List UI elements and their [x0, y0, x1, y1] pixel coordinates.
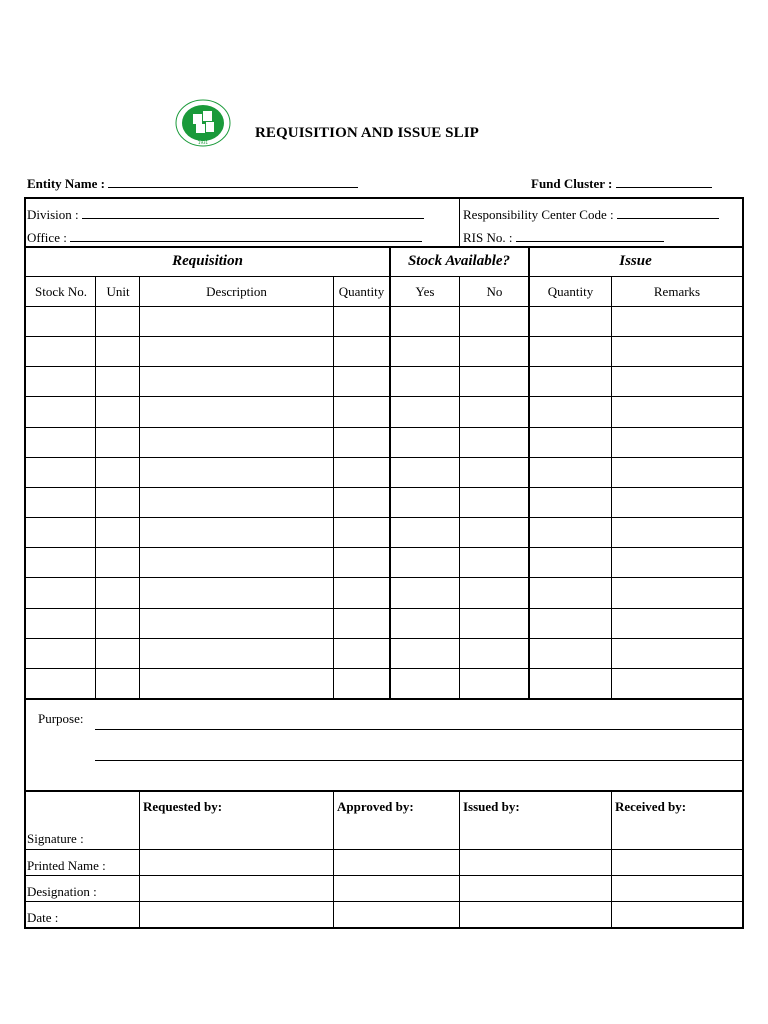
ris-no-label: RIS No. :	[463, 230, 513, 245]
division-line	[82, 206, 424, 219]
col-remarks: Remarks	[653, 284, 701, 299]
remarks-cell[interactable]	[612, 337, 742, 366]
ris-no-field[interactable]	[463, 229, 664, 246]
stock-no-cell[interactable]	[26, 458, 95, 487]
issue-quantity-cell[interactable]	[530, 367, 611, 396]
no-cell[interactable]	[460, 639, 528, 668]
remarks-cell[interactable]	[612, 488, 742, 517]
description-cell[interactable]	[140, 609, 333, 638]
approved-by-printed-name[interactable]	[334, 850, 459, 875]
fund-cluster-label: Fund Cluster :	[531, 176, 613, 191]
no-cell[interactable]	[460, 518, 528, 547]
unit-cell[interactable]	[96, 367, 139, 396]
quantity-cell[interactable]	[334, 307, 389, 336]
issue-quantity-cell[interactable]	[530, 578, 611, 607]
issue-quantity-cell[interactable]	[530, 488, 611, 517]
remarks-cell[interactable]	[612, 307, 742, 336]
yes-cell[interactable]	[391, 397, 459, 426]
yes-cell[interactable]	[391, 609, 459, 638]
division-field[interactable]	[27, 206, 424, 223]
yes-cell[interactable]	[391, 578, 459, 607]
stock-no-cell[interactable]	[26, 307, 95, 336]
unit-cell[interactable]	[96, 428, 139, 457]
printed-name-label: Printed Name :	[27, 858, 106, 873]
ris-no-line	[516, 229, 664, 242]
issue-header: Issue	[619, 253, 652, 269]
office-line	[70, 229, 422, 242]
issue-quantity-cell[interactable]	[530, 518, 611, 547]
stock-no-cell[interactable]	[26, 488, 95, 517]
requested-by-label: Requested by:	[143, 799, 223, 814]
yes-cell[interactable]	[391, 367, 459, 396]
stock-no-cell[interactable]	[26, 578, 95, 607]
quantity-cell[interactable]	[334, 367, 389, 396]
description-cell[interactable]	[140, 458, 333, 487]
issue-quantity-cell[interactable]	[530, 458, 611, 487]
no-cell[interactable]	[460, 488, 528, 517]
requested-by-printed-name[interactable]	[140, 850, 333, 875]
unit-cell[interactable]	[96, 548, 139, 577]
unit-cell[interactable]	[96, 337, 139, 366]
remarks-cell[interactable]	[612, 428, 742, 457]
quantity-cell[interactable]	[334, 518, 389, 547]
quantity-cell[interactable]	[334, 337, 389, 366]
description-cell[interactable]	[140, 307, 333, 336]
yes-cell[interactable]	[391, 488, 459, 517]
unit-cell[interactable]	[96, 397, 139, 426]
description-cell[interactable]	[140, 639, 333, 668]
agency-seal-logo	[174, 98, 232, 148]
stock-no-cell[interactable]	[26, 609, 95, 638]
description-cell[interactable]	[140, 669, 333, 698]
purpose-label: Purpose:	[38, 711, 84, 726]
no-cell[interactable]	[460, 578, 528, 607]
remarks-cell[interactable]	[612, 639, 742, 668]
description-cell[interactable]	[140, 548, 333, 577]
fund-cluster-line	[616, 175, 712, 188]
date-label: Date :	[27, 910, 59, 925]
received-by-printed-name[interactable]	[612, 850, 742, 875]
remarks-cell[interactable]	[612, 578, 742, 607]
quantity-cell[interactable]	[334, 428, 389, 457]
issue-quantity-cell[interactable]	[530, 548, 611, 577]
remarks-cell[interactable]	[612, 458, 742, 487]
col-stock-no: Stock No.	[35, 284, 87, 299]
yes-cell[interactable]	[391, 518, 459, 547]
received-by-label: Received by:	[615, 799, 687, 814]
quantity-cell[interactable]	[334, 488, 389, 517]
office-field[interactable]	[27, 229, 422, 246]
unit-cell[interactable]	[96, 458, 139, 487]
no-cell[interactable]	[460, 428, 528, 457]
unit-cell[interactable]	[96, 609, 139, 638]
description-cell[interactable]	[140, 337, 333, 366]
no-cell[interactable]	[460, 307, 528, 336]
issue-quantity-cell[interactable]	[530, 609, 611, 638]
unit-cell[interactable]	[96, 518, 139, 547]
unit-cell[interactable]	[96, 488, 139, 517]
issue-quantity-cell[interactable]	[530, 428, 611, 457]
purpose-line-2[interactable]	[95, 760, 742, 761]
no-cell[interactable]	[460, 548, 528, 577]
signature-label: Signature :	[27, 831, 84, 846]
yes-cell[interactable]	[391, 307, 459, 336]
unit-cell[interactable]	[96, 669, 139, 698]
stock-no-cell[interactable]	[26, 337, 95, 366]
yes-cell[interactable]	[391, 428, 459, 457]
no-cell[interactable]	[460, 669, 528, 698]
quantity-cell[interactable]	[334, 639, 389, 668]
responsibility-center-label: Responsibility Center Code :	[463, 207, 614, 222]
no-cell[interactable]	[460, 367, 528, 396]
stock-no-cell[interactable]	[26, 518, 95, 547]
no-cell[interactable]	[460, 397, 528, 426]
no-cell[interactable]	[460, 458, 528, 487]
issue-quantity-cell[interactable]	[530, 307, 611, 336]
col-unit: Unit	[106, 284, 130, 299]
remarks-cell[interactable]	[612, 367, 742, 396]
division-label: Division :	[27, 207, 79, 222]
entity-name-field[interactable]	[27, 175, 358, 192]
responsibility-center-line	[617, 206, 719, 219]
stock-no-cell[interactable]	[26, 639, 95, 668]
quantity-cell[interactable]	[334, 609, 389, 638]
entity-name-line	[108, 175, 358, 188]
col-quantity-issue: Quantity	[547, 284, 594, 299]
issued-by-printed-name[interactable]	[460, 850, 611, 875]
description-cell[interactable]	[140, 488, 333, 517]
issue-quantity-cell[interactable]	[530, 337, 611, 366]
quantity-cell[interactable]	[334, 458, 389, 487]
quantity-cell[interactable]	[334, 669, 389, 698]
issue-quantity-cell[interactable]	[530, 639, 611, 668]
stock-no-cell[interactable]	[26, 367, 95, 396]
quantity-cell[interactable]	[334, 397, 389, 426]
description-cell[interactable]	[140, 397, 333, 426]
no-cell[interactable]	[460, 337, 528, 366]
office-label: Office :	[27, 230, 67, 245]
col-quantity-requisition: Quantity	[338, 284, 385, 299]
unit-cell[interactable]	[96, 307, 139, 336]
remarks-cell[interactable]	[612, 397, 742, 426]
remarks-cell[interactable]	[612, 518, 742, 547]
issued-by-label: Issued by:	[463, 799, 520, 814]
quantity-cell[interactable]	[334, 578, 389, 607]
remarks-cell[interactable]	[612, 548, 742, 577]
col-description: Description	[206, 284, 267, 299]
yes-cell[interactable]	[391, 669, 459, 698]
description-cell[interactable]	[140, 578, 333, 607]
yes-cell[interactable]	[391, 458, 459, 487]
yes-cell[interactable]	[391, 639, 459, 668]
description-cell[interactable]	[140, 428, 333, 457]
responsibility-center-field[interactable]	[463, 206, 719, 223]
designation-label: Designation :	[27, 884, 97, 899]
unit-cell[interactable]	[96, 578, 139, 607]
entity-name-label: Entity Name :	[27, 176, 105, 191]
col-yes: Yes	[415, 284, 435, 299]
stock-available-header: Stock Available?	[407, 253, 511, 269]
yes-cell[interactable]	[391, 548, 459, 577]
fund-cluster-field[interactable]	[531, 175, 712, 192]
stock-no-cell[interactable]	[26, 669, 95, 698]
remarks-cell[interactable]	[612, 669, 742, 698]
issue-quantity-cell[interactable]	[530, 669, 611, 698]
form-title: REQUISITION AND ISSUE SLIP	[255, 125, 479, 141]
yes-cell[interactable]	[391, 337, 459, 366]
description-cell[interactable]	[140, 367, 333, 396]
unit-cell[interactable]	[96, 639, 139, 668]
description-cell[interactable]	[140, 518, 333, 547]
issue-quantity-cell[interactable]	[530, 397, 611, 426]
requisition-header: Requisition	[172, 253, 243, 269]
stock-no-cell[interactable]	[26, 397, 95, 426]
purpose-line-1[interactable]	[95, 729, 742, 730]
col-no: No	[486, 284, 503, 299]
svg-text:1931: 1931	[197, 140, 209, 145]
stock-no-cell[interactable]	[26, 548, 95, 577]
stock-no-cell[interactable]	[26, 428, 95, 457]
no-cell[interactable]	[460, 609, 528, 638]
approved-by-label: Approved by:	[337, 799, 414, 814]
quantity-cell[interactable]	[334, 548, 389, 577]
remarks-cell[interactable]	[612, 609, 742, 638]
